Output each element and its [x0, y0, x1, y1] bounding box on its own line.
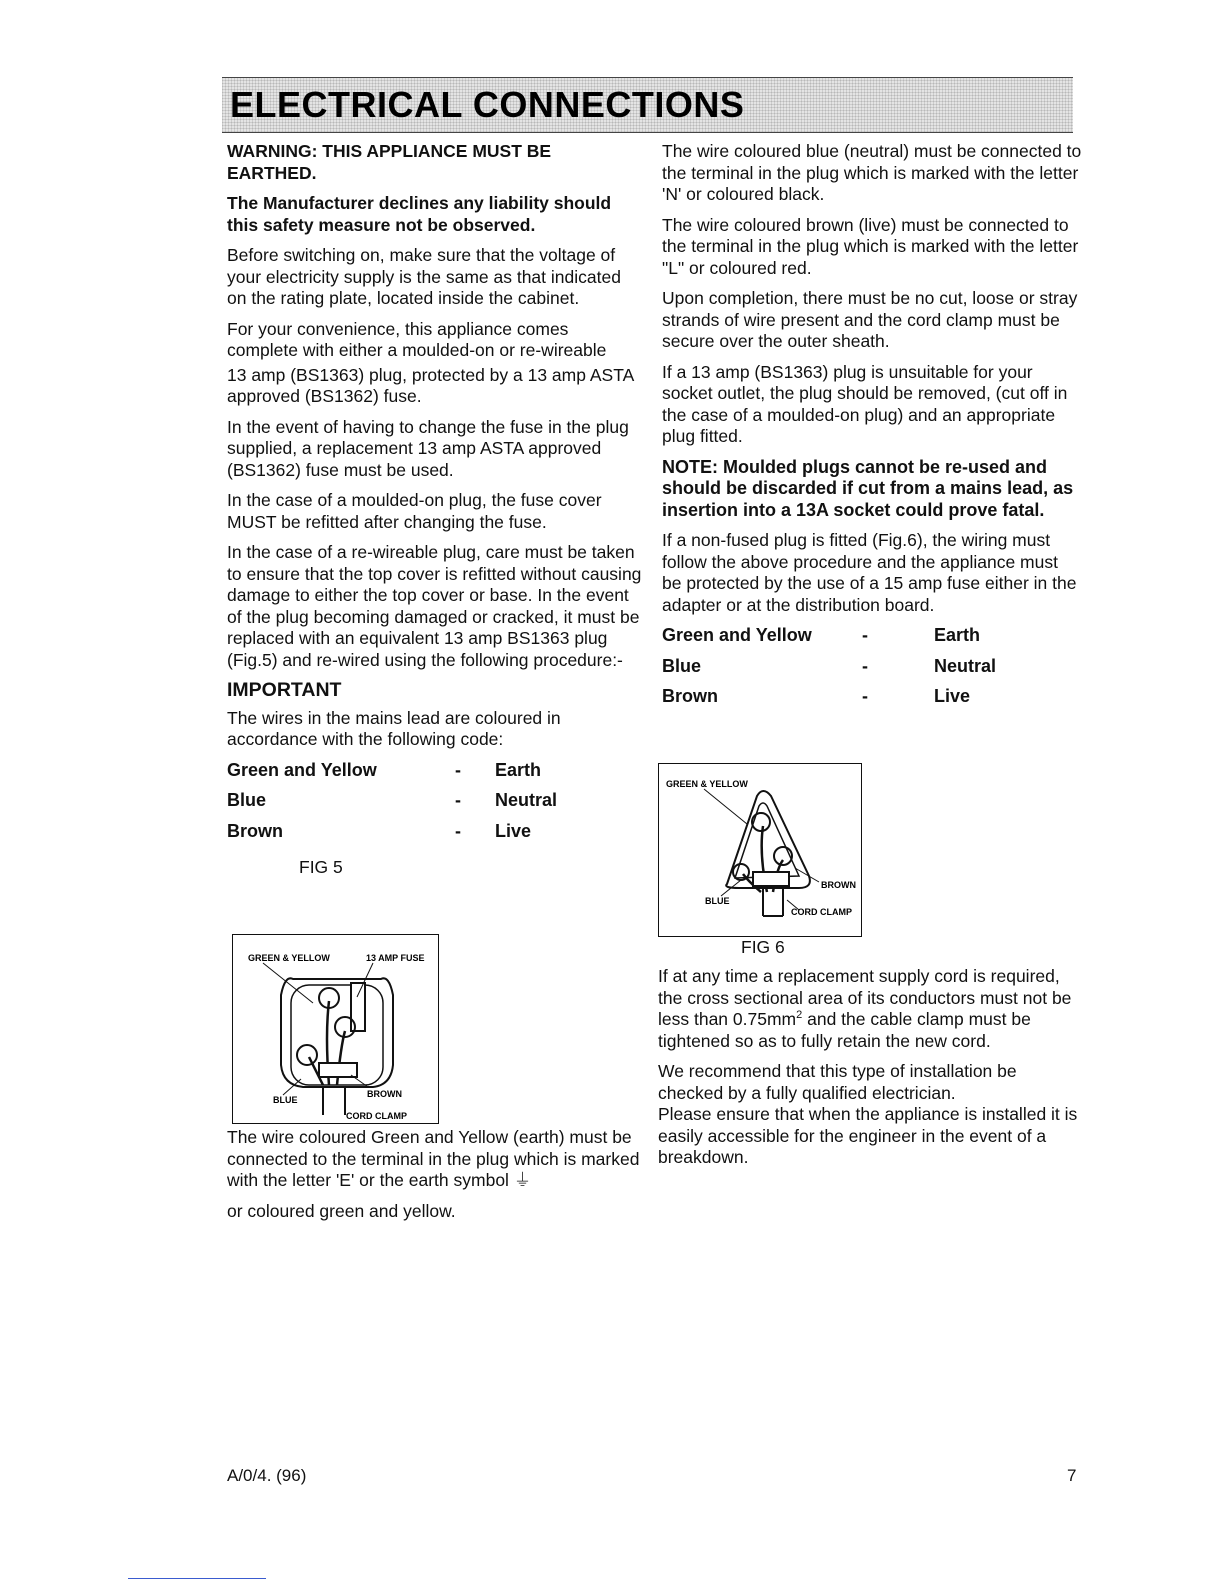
cord-text-a: If at any time a replacement supply cord is required, the cross sectional area of its conductors must not be less than 0.75mm [658, 966, 1072, 1029]
code-dash: - [455, 790, 461, 810]
fig5-drawing [233, 935, 438, 1123]
page-title: ELECTRICAL CONNECTIONS [230, 84, 745, 125]
code-dash: - [862, 686, 868, 706]
cord-text-b: and the cable clamp must be tightened so as to fully retain the new cord. [658, 1009, 1031, 1051]
warning-text: WARNING: THIS APPLIANCE MUST BE EARTHED. [227, 141, 552, 183]
fig5-label-fuse: 13 AMP FUSE [366, 953, 425, 963]
fig6-label-clamp: CORD CLAMP [791, 907, 852, 917]
fig5-caption: FIG 5 [299, 857, 343, 877]
paragraph: We recommend that this type of installation be checked by a fully qualified electrician. [658, 1061, 1017, 1103]
code-colour: Green and Yellow [227, 759, 377, 780]
fig5-label-green-yellow: GREEN & YELLOW [248, 953, 330, 963]
code-meaning: Earth [495, 759, 542, 780]
page-number: 7 [1067, 1466, 1077, 1485]
wire-code-table [227, 760, 642, 852]
code-dash: - [455, 820, 461, 841]
important-heading: IMPORTANT [227, 679, 342, 701]
paragraph: Upon completion, there must be no cut, loose or stray strands of wire present and the cord clamp must be secure over the outer sheath. [662, 288, 1078, 351]
right-column [662, 141, 1082, 723]
fig5-label-clamp: CORD CLAMP [346, 1111, 407, 1121]
fig6-label-green-yellow: GREEN & YELLOW [666, 779, 748, 789]
fig6-drawing [659, 764, 861, 936]
code-colour: Green and Yellow [662, 625, 812, 645]
document-code: A/0/4. (96) [227, 1466, 307, 1485]
fig6-label-blue: BLUE [705, 896, 730, 906]
paragraph: or coloured green and yellow. [227, 1200, 456, 1221]
fig6-label-brown: BROWN [821, 880, 856, 890]
paragraph: In the event of having to change the fuse in the plug supplied, a replacement 13 amp ASTA approved (BS1362) fuse must be used. [227, 416, 629, 480]
liability-text: The Manufacturer declines any liability should this safety measure not be observed. [227, 193, 612, 235]
paragraph: In the case of a re-wireable plug, care must be taken to ensure that the top cover is refitted without causing damage to either the top cover or base. In the event of the plug becoming damaged or cracked, it must be replaced with an equivalent 13 amp BS1363 plug (Fig.5) and re-wired using the following procedure:- [227, 542, 642, 670]
note-text: NOTE: Moulded plugs cannot be re-used and should be discarded if cut from a mains lead, as insertion into a 13A socket could prove fatal. [662, 456, 1074, 520]
fig5-label-brown: BROWN [367, 1089, 402, 1099]
paragraph: If a non-fused plug is fitted (Fig.6), the wiring must follow the above procedure and the appliance must be protected by the use of a 15 amp fuse either in the adapter or at the distribution board. [662, 530, 1077, 615]
paragraph: The wires in the mains lead are coloured in accordance with the following code: [227, 707, 561, 749]
cord-text-sup: 2 [796, 1009, 803, 1022]
code-row [227, 821, 642, 852]
code-row [227, 760, 642, 791]
right-column-bottom [658, 966, 1078, 1178]
paragraph: Please ensure that when the appliance is installed it is easily accessible for the engineer in the event of a breakdown. [658, 1104, 1078, 1167]
paragraph: The wire coloured Green and Yellow (earth) must be connected to the terminal in the plug which is marked with the letter 'E' or the earth symbol ⏚ [227, 1127, 640, 1190]
code-colour: Blue [662, 655, 702, 676]
code-dash: - [862, 625, 868, 645]
wire-code-table-right [662, 625, 1082, 717]
code-meaning: Earth [934, 625, 981, 645]
bottom-rule [128, 1578, 266, 1579]
code-meaning: Neutral [934, 655, 997, 676]
paragraph: For your convenience, this appliance comes complete with either a moulded-on or re-wireable [227, 318, 607, 360]
code-meaning: Live [495, 820, 532, 841]
fig6-plug-diagram [658, 763, 862, 937]
code-row [662, 656, 1082, 687]
code-row [227, 790, 642, 821]
code-meaning: Live [934, 686, 971, 706]
paragraph: The wire coloured brown (live) must be connected to the terminal in the plug which is marked with the letter "L" or coloured red. [662, 214, 1079, 278]
paragraph [658, 966, 1078, 1052]
fig5-plug-diagram [232, 934, 439, 1124]
paragraph: In the case of a moulded-on plug, the fuse cover MUST be refitted after changing the fuse. [227, 490, 602, 532]
paragraph: The wire coloured blue (neutral) must be connected to the terminal in the plug which is marked with the letter 'N' or coloured black. [662, 141, 1082, 204]
left-column-bottom [227, 1127, 647, 1231]
code-dash: - [455, 759, 461, 780]
code-colour: Brown [227, 820, 283, 841]
fig6-caption: FIG 6 [741, 937, 785, 957]
paragraph: If a 13 amp (BS1363) plug is unsuitable for your socket outlet, the plug should be removed, (cut off in the case of a moulded-on plug) and an appropriate plug fitted. [662, 361, 1068, 446]
code-meaning: Neutral [495, 790, 558, 810]
code-colour: Blue [227, 790, 267, 810]
code-colour: Brown [662, 686, 718, 706]
code-dash: - [862, 655, 868, 676]
left-column [227, 141, 642, 879]
section-banner [222, 77, 1073, 133]
code-row [662, 625, 1082, 656]
code-row [662, 686, 1082, 717]
paragraph: 13 amp (BS1363) plug, protected by a 13 amp ASTA approved (BS1362) fuse. [227, 364, 634, 406]
fig5-label-blue: BLUE [273, 1095, 298, 1105]
paragraph: Before switching on, make sure that the voltage of your electricity supply is the same as that indicated on the rating plate, located inside the cabinet. [227, 245, 621, 308]
